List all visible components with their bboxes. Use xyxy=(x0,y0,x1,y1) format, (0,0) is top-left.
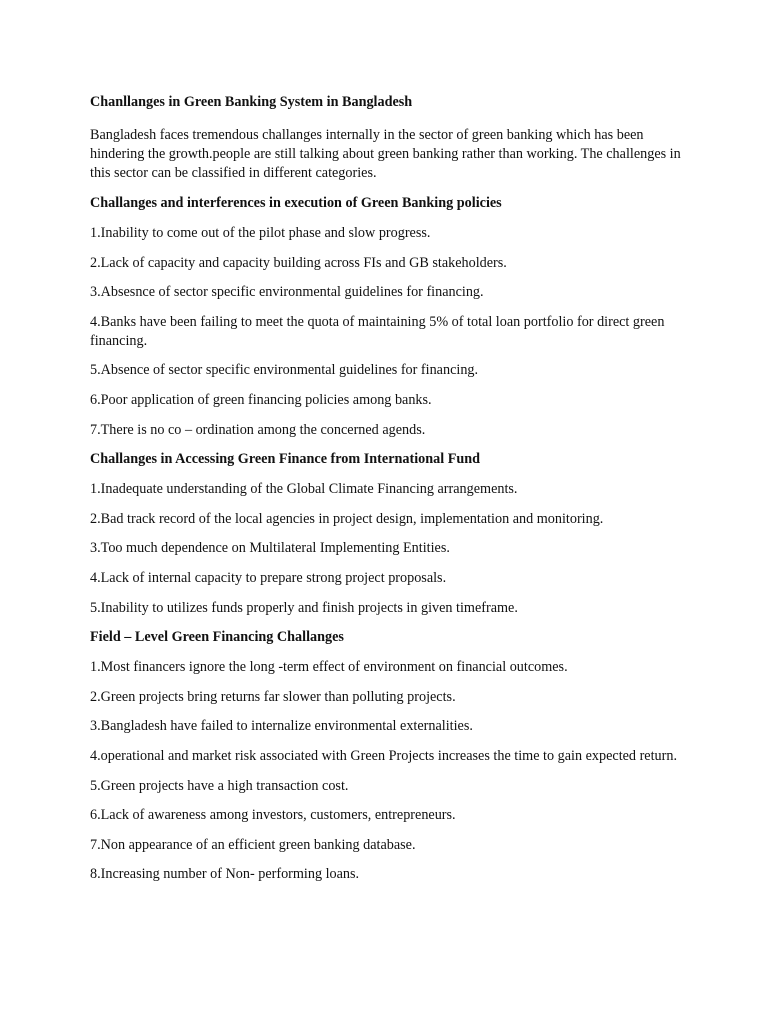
list-item: 8.Increasing number of Non- performing loans. xyxy=(90,866,360,883)
list-item: 5.Inability to utilizes funds properly and finish projects in given timeframe. xyxy=(90,599,518,616)
list-item: 3.Absesnce of sector specific environmental guidelines for financing. xyxy=(90,284,484,301)
section-heading: Challanges in Accessing Green Finance from International Fund xyxy=(90,451,481,468)
list-item: 2.Lack of capacity and capacity building across FIs and GB stakeholders. xyxy=(90,254,507,271)
list-item: 3.Too much dependence on Multilateral Implementing Entities. xyxy=(90,540,450,557)
document-title: Chanllanges in Green Banking System in Bangladesh xyxy=(90,94,413,110)
intro-paragraph: Bangladesh faces tremendous challanges internally in the sector of green banking which has been hindering the growth.people are still talking about green banking rather than working. The challenges in this sector can be classified in different categories. xyxy=(90,127,681,181)
list-item: 1.Most financers ignore the long -term effect of environment on financial outcomes. xyxy=(90,659,568,676)
section-field-level-challenges xyxy=(90,628,690,884)
section-execution-challenges xyxy=(90,194,690,440)
list-item: 4.Lack of internal capacity to prepare strong project proposals. xyxy=(90,569,447,586)
list-item: 4.operational and market risk associated with Green Projects increases the time to gain expected return. xyxy=(90,747,677,764)
list-item: 5.Green projects have a high transaction cost. xyxy=(90,777,349,794)
list-item: 3.Bangladesh have failed to internalize environmental externalities. xyxy=(90,718,473,735)
list-item: 2.Bad track record of the local agencies in project design, implementation and monitoring. xyxy=(90,510,604,527)
section-heading: Field – Level Green Financing Challanges xyxy=(90,629,344,646)
section-heading: Challanges and interferences in execution of Green Banking policies xyxy=(90,195,502,211)
list-item: 6.Poor application of green financing policies among banks. xyxy=(90,391,432,408)
list-item: 1.Inability to come out of the pilot phase and slow progress. xyxy=(90,225,431,241)
list-item: 6.Lack of awareness among investors, customers, entrepreneurs. xyxy=(90,807,456,824)
document-page xyxy=(90,93,690,895)
list-item: 4.Banks have been failing to meet the quota of maintaining 5% of total loan portfolio for direct green financing. xyxy=(90,313,665,349)
list-item: 1.Inadequate understanding of the Global Climate Financing arrangements. xyxy=(90,481,518,498)
list-item: 7.There is no co – ordination among the concerned agends. xyxy=(90,421,426,438)
list-item: 7.Non appearance of an efficient green banking database. xyxy=(90,836,416,853)
list-item: 2.Green projects bring returns far slower than polluting projects. xyxy=(90,688,456,705)
list-item: 5.Absence of sector specific environmental guidelines for financing. xyxy=(90,362,479,379)
section-international-fund-challenges xyxy=(90,450,690,617)
